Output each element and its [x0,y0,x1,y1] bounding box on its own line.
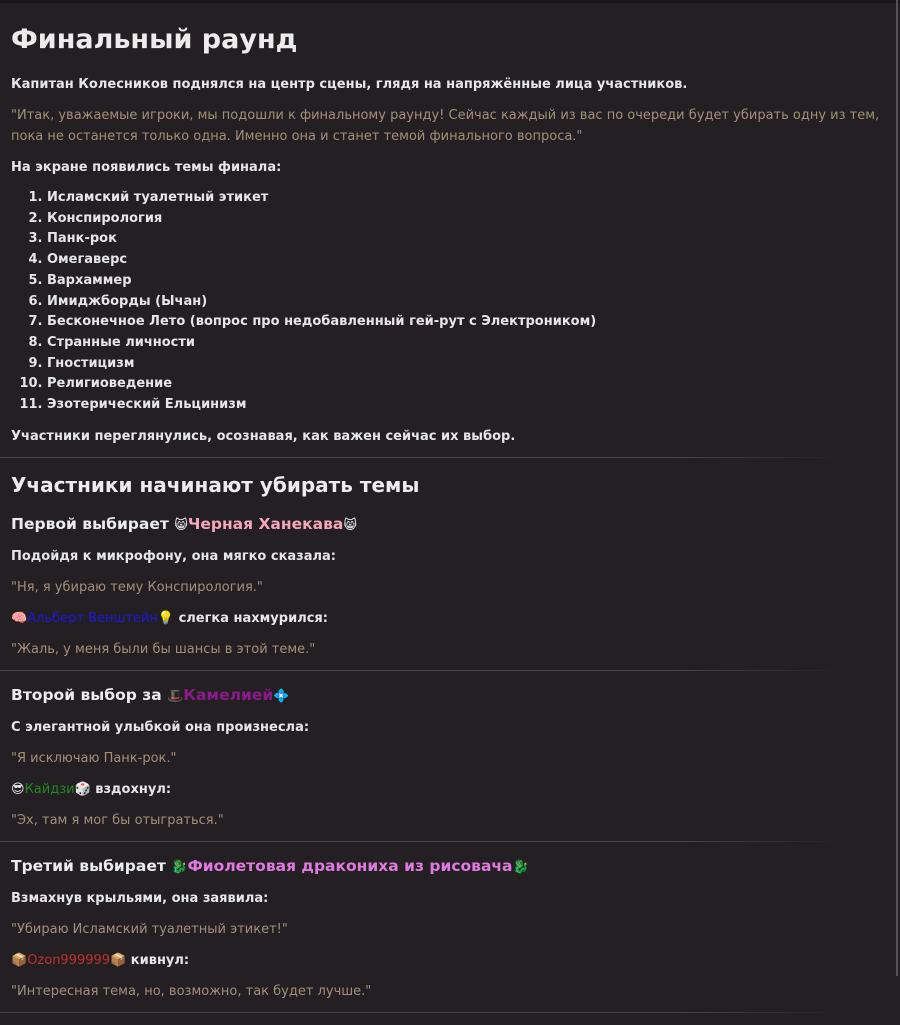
player-emoji-icon: 🐉 [171,859,188,875]
reaction-line [11,950,881,971]
topic-item: 8. Странные личности [47,333,881,354]
topic-item: 9. Гностицизм [47,354,881,375]
reactor-emoji-icon: 📦 [110,952,127,968]
player-emoji-icon: 🎩 [167,688,184,704]
player-quote: "Ня, я убираю тему Конспирология." [11,579,263,595]
divider [0,457,840,458]
topics-intro: На экране появились темы финала: [11,160,282,175]
reactor-quote: "Жаль, у меня были бы шансы в этой теме." [11,641,316,657]
reaction-text: вздохнул: [95,781,172,797]
round-heading-text: Второй выбор за [11,685,162,704]
round-block [11,512,881,671]
round-heading-text: Первой выбирает [11,514,169,533]
topic-item: 11. Эзотерический Ельцинизм [47,395,881,416]
reactor-quote: "Интересная тема, но, возможно, так будет лучше." [11,983,372,999]
player-emoji-icon: 😸 [174,517,188,533]
story-content [11,20,881,1025]
scrollbar[interactable] [896,0,898,976]
reactor-emoji-icon: 📦 [11,952,28,968]
reactor-name: Ozon999999 [27,952,111,968]
section-title: Участники начинают убирать темы [11,472,420,497]
action-text: Взмахнув крыльями, она заявила: [11,890,269,906]
divider [0,1012,840,1013]
topic-item: 1. Исламский туалетный этикет [47,188,881,209]
topic-item: 5. Вархаммер [47,271,881,292]
top-bar [0,0,900,3]
rounds [11,512,881,1013]
host-speech: "Итак, уважаемые игроки, мы подошли к финальному раунду! Сейчас каждый из вас по очереди будет убирать одну из тем, пока не останется только одна. Именно она и станет темой финального вопроса." [11,108,880,144]
intro-text: Капитан Колесников поднялся на центр сцены, глядя на напряжённые лица участников. [11,77,688,92]
action-text: С элегантной улыбкой она произнесла: [11,719,310,735]
reactor-emoji-icon: 💡 [157,610,175,626]
divider [0,670,840,671]
player-emoji-icon: 🐉 [512,859,529,875]
round-heading [11,854,881,880]
reaction-line [11,608,881,629]
player-name: Камелией [183,685,274,704]
reactor-name: Альберт Венштейн [27,610,158,626]
topics-list [11,188,881,416]
round-heading-text: Третий выбирает [11,856,166,875]
reactor-emoji-icon: 🧠 [11,610,28,626]
reactor-name: Кайдзи [24,781,75,797]
topic-item: 10. Религиоведение [47,374,881,395]
page-title: Финальный раунд [11,24,298,55]
round-heading [11,683,881,709]
topic-item: 6. Имиджборды (Ычан) [47,292,881,313]
player-quote: "Убираю Исламский туалетный этикет!" [11,921,288,937]
topic-item: 4. Омегаверс [47,250,881,271]
topic-item: 2. Конспирология [47,209,881,230]
reactor-emoji-icon: 😎 [11,781,25,797]
reaction-text: кивнул: [130,952,190,968]
topic-item: 7. Бесконечное Лето (вопрос про недобавленный гей-рут с Электроником) [47,312,881,333]
divider [0,841,840,842]
reaction-text: слегка нахмурился: [178,610,328,626]
player-name: Черная Ханекава [187,514,344,533]
topic-item: 3. Панк-рок [47,229,881,250]
round-heading [11,512,881,538]
outro-text: Участники переглянулись, осознавая, как важен сейчас их выбор. [11,428,516,444]
player-emoji-icon: 💠 [273,688,290,704]
action-text: Подойдя к микрофону, она мягко сказала: [11,548,336,564]
reactor-emoji-icon: 🎲 [74,781,91,797]
round-block [11,683,881,842]
player-name: Фиолетовая дракониха из рисовача [187,856,513,875]
reactor-quote: "Эх, там я мог бы отыграться." [11,812,224,828]
reaction-line [11,779,881,800]
round-block [11,854,881,1013]
player-quote: "Я исключаю Панк-рок." [11,750,177,766]
player-emoji-icon: 😸 [343,517,357,533]
